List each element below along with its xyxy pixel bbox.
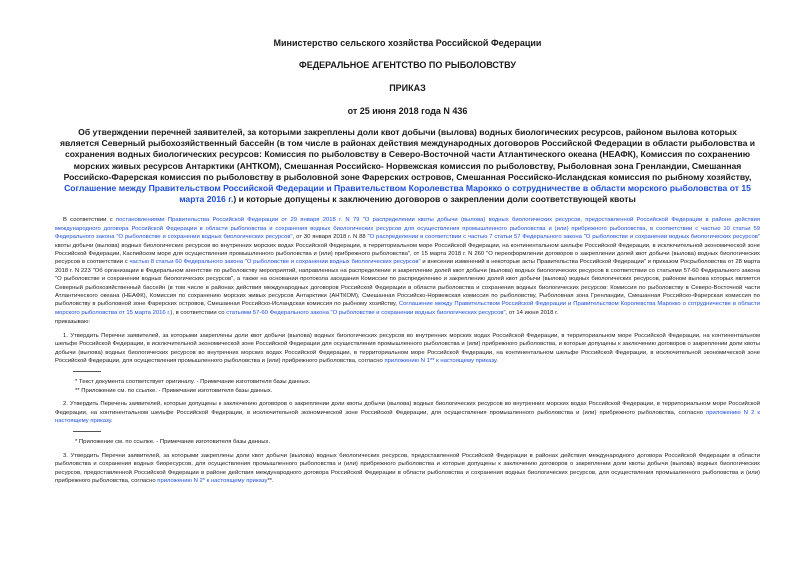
footnote-separator (73, 371, 101, 372)
title-text: Об утверждении перечней заявителей, за которыми закреплены доли квот добычи (вылова) водных биологических ресурсов, районом вылова которых является Северный рыбохозяйственный бассейн (в том числе в районах действия международных договоров Российской Федерации в области рыболовства и сохранения водных биологических ресурсов: Комиссия по рыболовству в Северо-Восточной части Атлантического океана (НЕАФК), Комиссия по сохранению морских живых ресурсов Антарктики (АНТКОМ), Смешанная Российско- Норвежская комиссия по рыболовству, Рыболовная зона Гренландии, Смешанная Российско-Фарерская комиссия по рыболовству в рыболовной зоне Фарерских островов, Смешанная Российско-Исландская комиссия по рыбному хозяйству, (59, 127, 756, 182)
item-1-paragraph (55, 332, 760, 366)
title-text-end: ) и которые допущены к заключению договоров о закреплении доли соответствующей квоты (233, 194, 636, 205)
preamble-text: , от 14 июня 2018 г. (505, 309, 559, 316)
article-60-link[interactable]: частью 8 статьи 60 Федерального закона "О рыболовстве и сохранении водных биологических ресурсов" (129, 259, 421, 266)
item-3-text: 3. Утвердить Перечни заявителей, за которыми закреплены доли квот добычи (вылова) водных биологических ресурсов, предоставленной Российской Федерации в районах действия международного договора Российской Федерации в области рыболовства и сохранения водных биоресурсов, для осуществления промышленного рыболовства и (или) прибрежного рыболовства и которые допущены к заключению договоров о закреплении доли квоты добычи (вылова) водных биологических ресурсов, предоставленной Российской Федерации в районе действия международного договора Российской Федерации в области рыболовства и сохранения водных биологических ресурсов, для осуществления промышленного рыболовства и (или) прибрежного рыболовства, согласно (55, 452, 760, 484)
footnote-separator (73, 431, 101, 432)
item-2-paragraph (55, 400, 760, 425)
item-3-tail: **. (267, 477, 274, 484)
appendix-2-star-link[interactable]: приложению N 2* к настоящему приказу (157, 477, 268, 484)
footnote: * Текст документа соответствует оригиналу. - Примечание изготовителя базы данных. (75, 379, 311, 386)
appendix-1-tail[interactable]: * к настоящему приказу. (432, 357, 498, 364)
item-1-text: 1. Утвердить Перечни заявителей, за которыми закреплены доли квот добычи (вылова) водных биологических ресурсов во внутренних морских водах Российской Федерации, в территориальном море Российской Федерации, на континентальном шельфе Российской Федерации, в исключительной экономической зоне Российской Федерации для осуществления промышленного рыболовства и (или) прибрежного рыболовства, и которые допущены к заключению договоров о закреплении доли квоты добычи (вылова) водных биологических ресурсов во внутренних морских водах Российской Федерации, в территориальном море Российской Федерации, на континентальном шельфе Российской Федерации, в исключительной экономической зоне Российской Федерации, для осуществления промышленного рыболовства и (или) прибрежного рыболовства, согласно (55, 332, 760, 364)
footnote: ** Приложение см. по ссылке. - Примечание изготовителя базы данных. (75, 387, 273, 394)
orders-line: приказываю: (55, 319, 91, 326)
document-type: ПРИКАЗ (389, 83, 426, 93)
agency-name: ФЕДЕРАЛЬНОЕ АГЕНТСТВО ПО РЫБОЛОВСТВУ (299, 60, 516, 70)
ministry-name: Министерство сельского хозяйства Российской Федерации (273, 38, 542, 48)
item-3-paragraph (55, 452, 760, 486)
item-2-tail: . (111, 417, 113, 424)
item-2-text: 2. Утвердить Перечень заявителей, которые допущены к заключению договоров о закреплении доли квоты добычи (вылова) водных биологических ресурсов во внутренних морских водах Российской Федерации, в территориальном море Российской Федерации, на континентальном шельфе Российской Федерации, в исключительной экономической зоне Российской Федерации, для осуществления промышленного рыболовства и (или) прибрежного рыболовства, согласно (55, 401, 760, 416)
resolution-88-link[interactable]: О распределении в соответствии с частью 7 статьи 57 Федерального закона "О рыболовстве и сохранении водных биологических ресурсов" (369, 234, 761, 241)
document-page (55, 38, 760, 485)
appendix-1-link[interactable]: приложению N 1* (384, 357, 433, 364)
appendix-2-link[interactable]: приложению N 2 к настоящему приказу (55, 409, 761, 424)
footnote: * Приложение см. по ссылке. - Примечание изготовителя базы данных. (75, 439, 271, 446)
document-title (55, 127, 760, 205)
document-date: от 25 июня 2018 года N 436 (347, 106, 468, 116)
preamble-text: квоты добычи (вылова) водных биологических ресурсов во внутренних морских водах Российской Федерации, в территориальном море Российской Федерации, на континентальном шельфе Российской Федерации, в исключительной экономической зоне Российской Федерации, Каспийском море для осуществления промышленного рыболовства и (или) прибрежного рыболовства" (55, 242, 760, 258)
document-body (55, 216, 760, 485)
preamble-text: , от 15 марта 2018 г. N 260 "О переоформлении договоров о закреплении долей квот добычи (вылова) водных биологических ресурсов в соответствии с (55, 251, 760, 266)
agreement-link[interactable]: Соглашение между Правительством Российской Федерации и Правительством Королевства Марокко о сотрудничестве в области морского рыболовства от 15 марта 2016 г. (55, 301, 760, 316)
preamble-text: ), в соответствии со (170, 309, 227, 316)
preamble-text: , от 30 января 2018 г. N 88 " (292, 234, 370, 241)
preamble-text: В соответствии с (63, 217, 116, 224)
resolution-79-link[interactable]: постановлениями Правительства Российской Федерации от 29 января 2018 г. N 79 "О распределении квоты добычи (вылова) водных биологических ресурсов, предоставленной Российской Федерации в районе действия международного договора Российской Федерации в области рыболовства и сохранения водных биологических ресурсов для осуществления промышленного рыболовства и (или) прибрежного рыболовства, в соответствии с частью 10 статьи 59 Федерального закона "О рыболовстве и сохранении водных биологических ресурсов" (55, 217, 760, 241)
preamble-text: и внесении изменений в некоторые акты Правительства Российской Федерации" и приказом Росрыболовства от 28 марта 2018 г. N 223 "Об организации в Федеральном агентстве по рыболовству мероприятий, направленных на распределение и закрепление долей квот добычи (вылова) водных биологических ресурсов в соответствии со статьями 57-60 Федерального закона "О рыболовстве и сохранении водных биологических ресурсов", а также на основании протокола заседания Комиссии по распределению и закреплению долей квот добычи (вылова) водных биологических ресурсов, районом вылова которых является Северный рыбохозяйственный бассейн (в том числе в районах действия международных договоров Российской Федерации в области рыболовства и сохранения водных биологических ресурсов: Комиссия по рыболовству в Северо-Восточной части Атлантического океана (НЕАФК), Комиссия по сохранению морских живых ресурсов Антарктики (АНТКОМ), Смешанная Российско-Норвежская комиссия по рыболовству, Рыболовная зона Гренландии, Смешанная Российско-Фарерская комиссия по рыболовству в рыболовной зоне Фарерских островов, Смешанная Российско-Исландская комиссия по рыбному хозяйству, (55, 259, 761, 308)
title-agreement-link[interactable]: Соглашение между Правительством Российской Федерации и Правительством Королевства Марокко о сотрудничестве в области морского рыболовства от 15 марта 2016 г. (64, 183, 751, 205)
preamble-paragraph (55, 216, 760, 317)
articles-57-60-link[interactable]: статьями 57-60 Федерального закона "О рыболовстве и сохранении водных биологических ресурсов" (226, 309, 506, 316)
